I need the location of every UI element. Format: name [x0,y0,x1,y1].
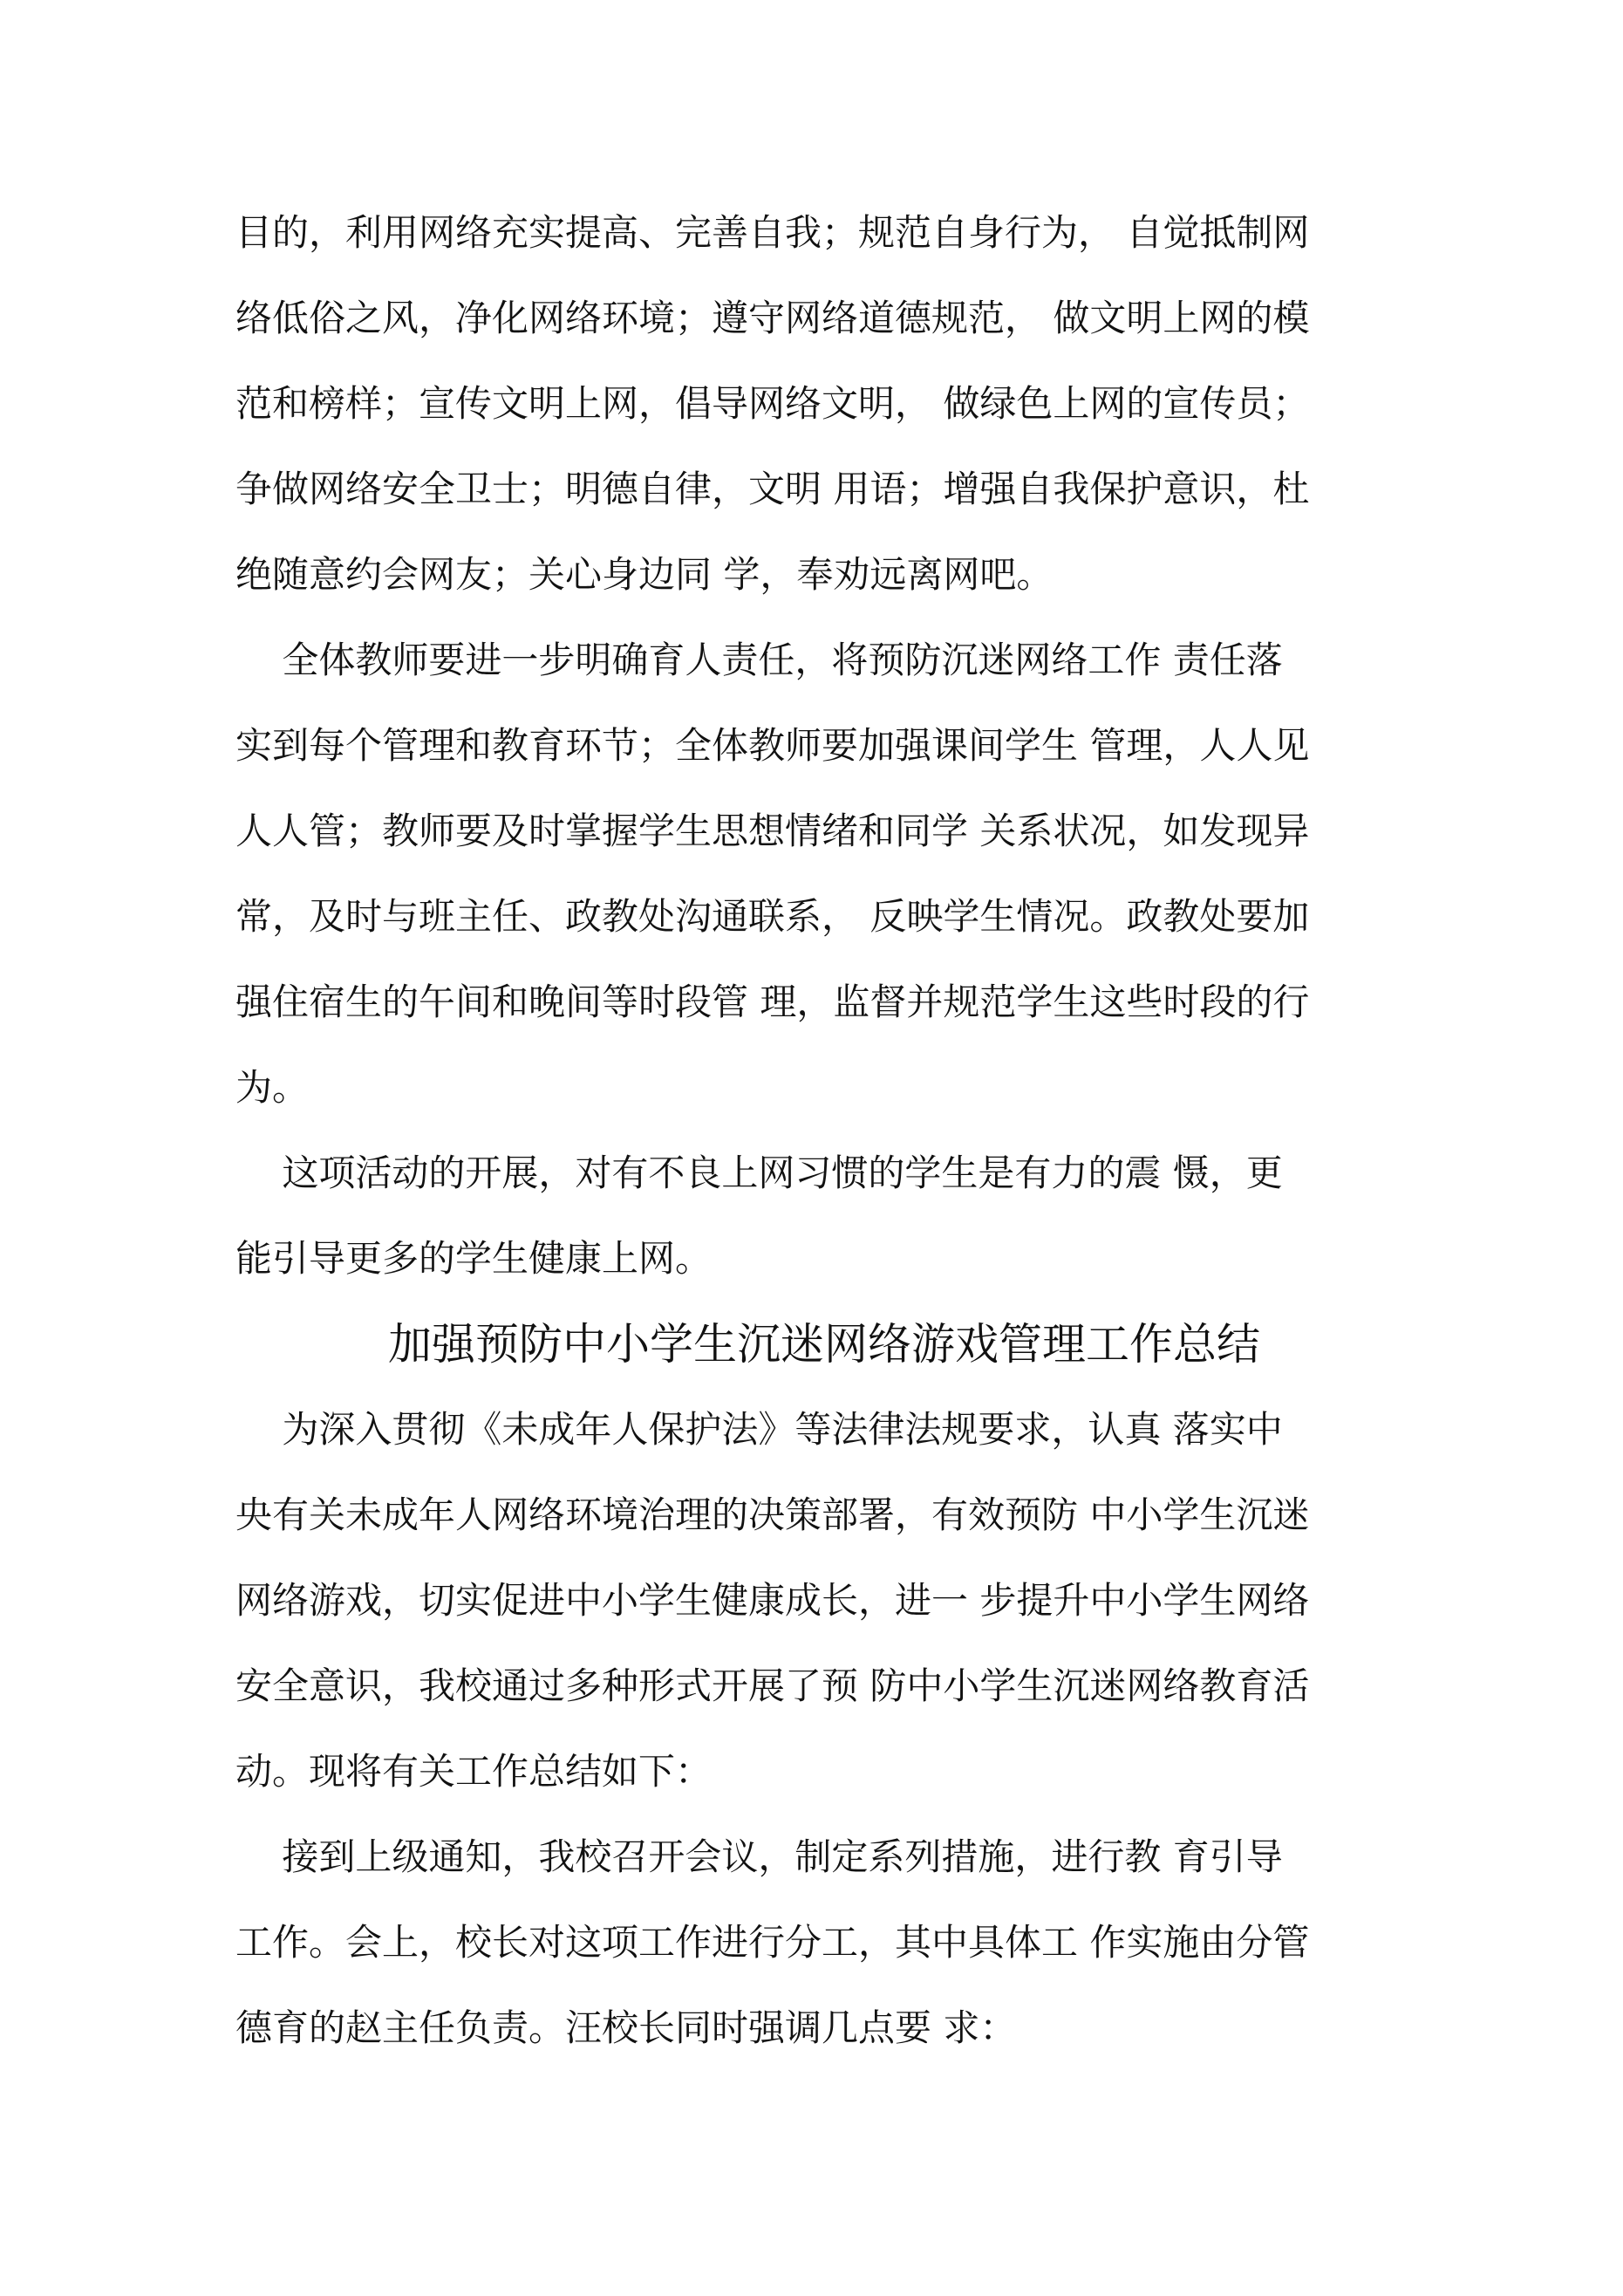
text-line: 络低俗之风，净化网络环境；遵守网络道德规范， 做文明上网的模 [235,297,1310,339]
text-line: 德育的赵主任负责。汪校长同时强调几点要 求： [235,2006,1017,2049]
text-line: 这项活动的开展，对有不良上网习惯的学生是有力的震 慑，更 [235,1151,1283,1194]
text-line: 为深入贯彻《未成年人保护法》等法律法规要求，认真 落实中 [235,1408,1283,1451]
text-line: 全体教师要进一步明确育人责任，将预防沉迷网络工作 责任落 [235,639,1283,681]
text-line: 争做网络安全卫士；明德自律，文明 用语；增强自我保护意识，杜 [235,468,1310,510]
text-line: 动。现将有关工作总结如下： [235,1750,713,1793]
text-line: 常，及时与班主任、政教处沟通联系， 反映学生情况。政教处要加 [235,895,1310,938]
text-line: 央有关未成年人网络环境治理的决策部署，有效预防 中小学生沉迷 [235,1493,1310,1536]
text-line: 安全意识，我校通过多种形式开展了预 防中小学生沉迷网络教育活 [235,1664,1310,1707]
text-line: 绝随意约会网友；关心身边同 学，奉劝远离网吧。 [235,553,1054,596]
text-line: 范和榜样；宣传文明上网，倡导网络文明， 做绿色上网的宣传员； [235,382,1310,425]
text-line: 能引导更多的学生健康上网。 [235,1237,713,1280]
text-line: 网络游戏，切实促进中小学生健康成长，进一 步提升中小学生网络 [235,1579,1310,1622]
section-title: 加强预防中小学生沉迷网络游戏管理工作总结 [388,1319,1260,1370]
text-line: 强住宿生的午间和晚间等时段管 理，监督并规范学生这些时段的行 [235,981,1310,1023]
text-line: 为。 [235,1066,310,1109]
text-line: 接到上级通知，我校召开会议，制定系列措施，进行教 育引导 [235,1835,1283,1878]
text-line: 人人管；教师要及时掌握学生思想情绪和同学 关系状况，如发现异 [235,810,1310,852]
text-line: 实到每个管理和教育环节；全体教师要加强课间学生 管理，人人见 [235,724,1310,767]
document-body [235,190,1413,2071]
text-line: 目的，利用网络充实提高、完善自我；规范自身行为， 自觉抵制网 [235,211,1310,254]
text-line: 工作。会上，校长对这项工作进行分工，其中具体工 作实施由分管 [235,1921,1310,1964]
